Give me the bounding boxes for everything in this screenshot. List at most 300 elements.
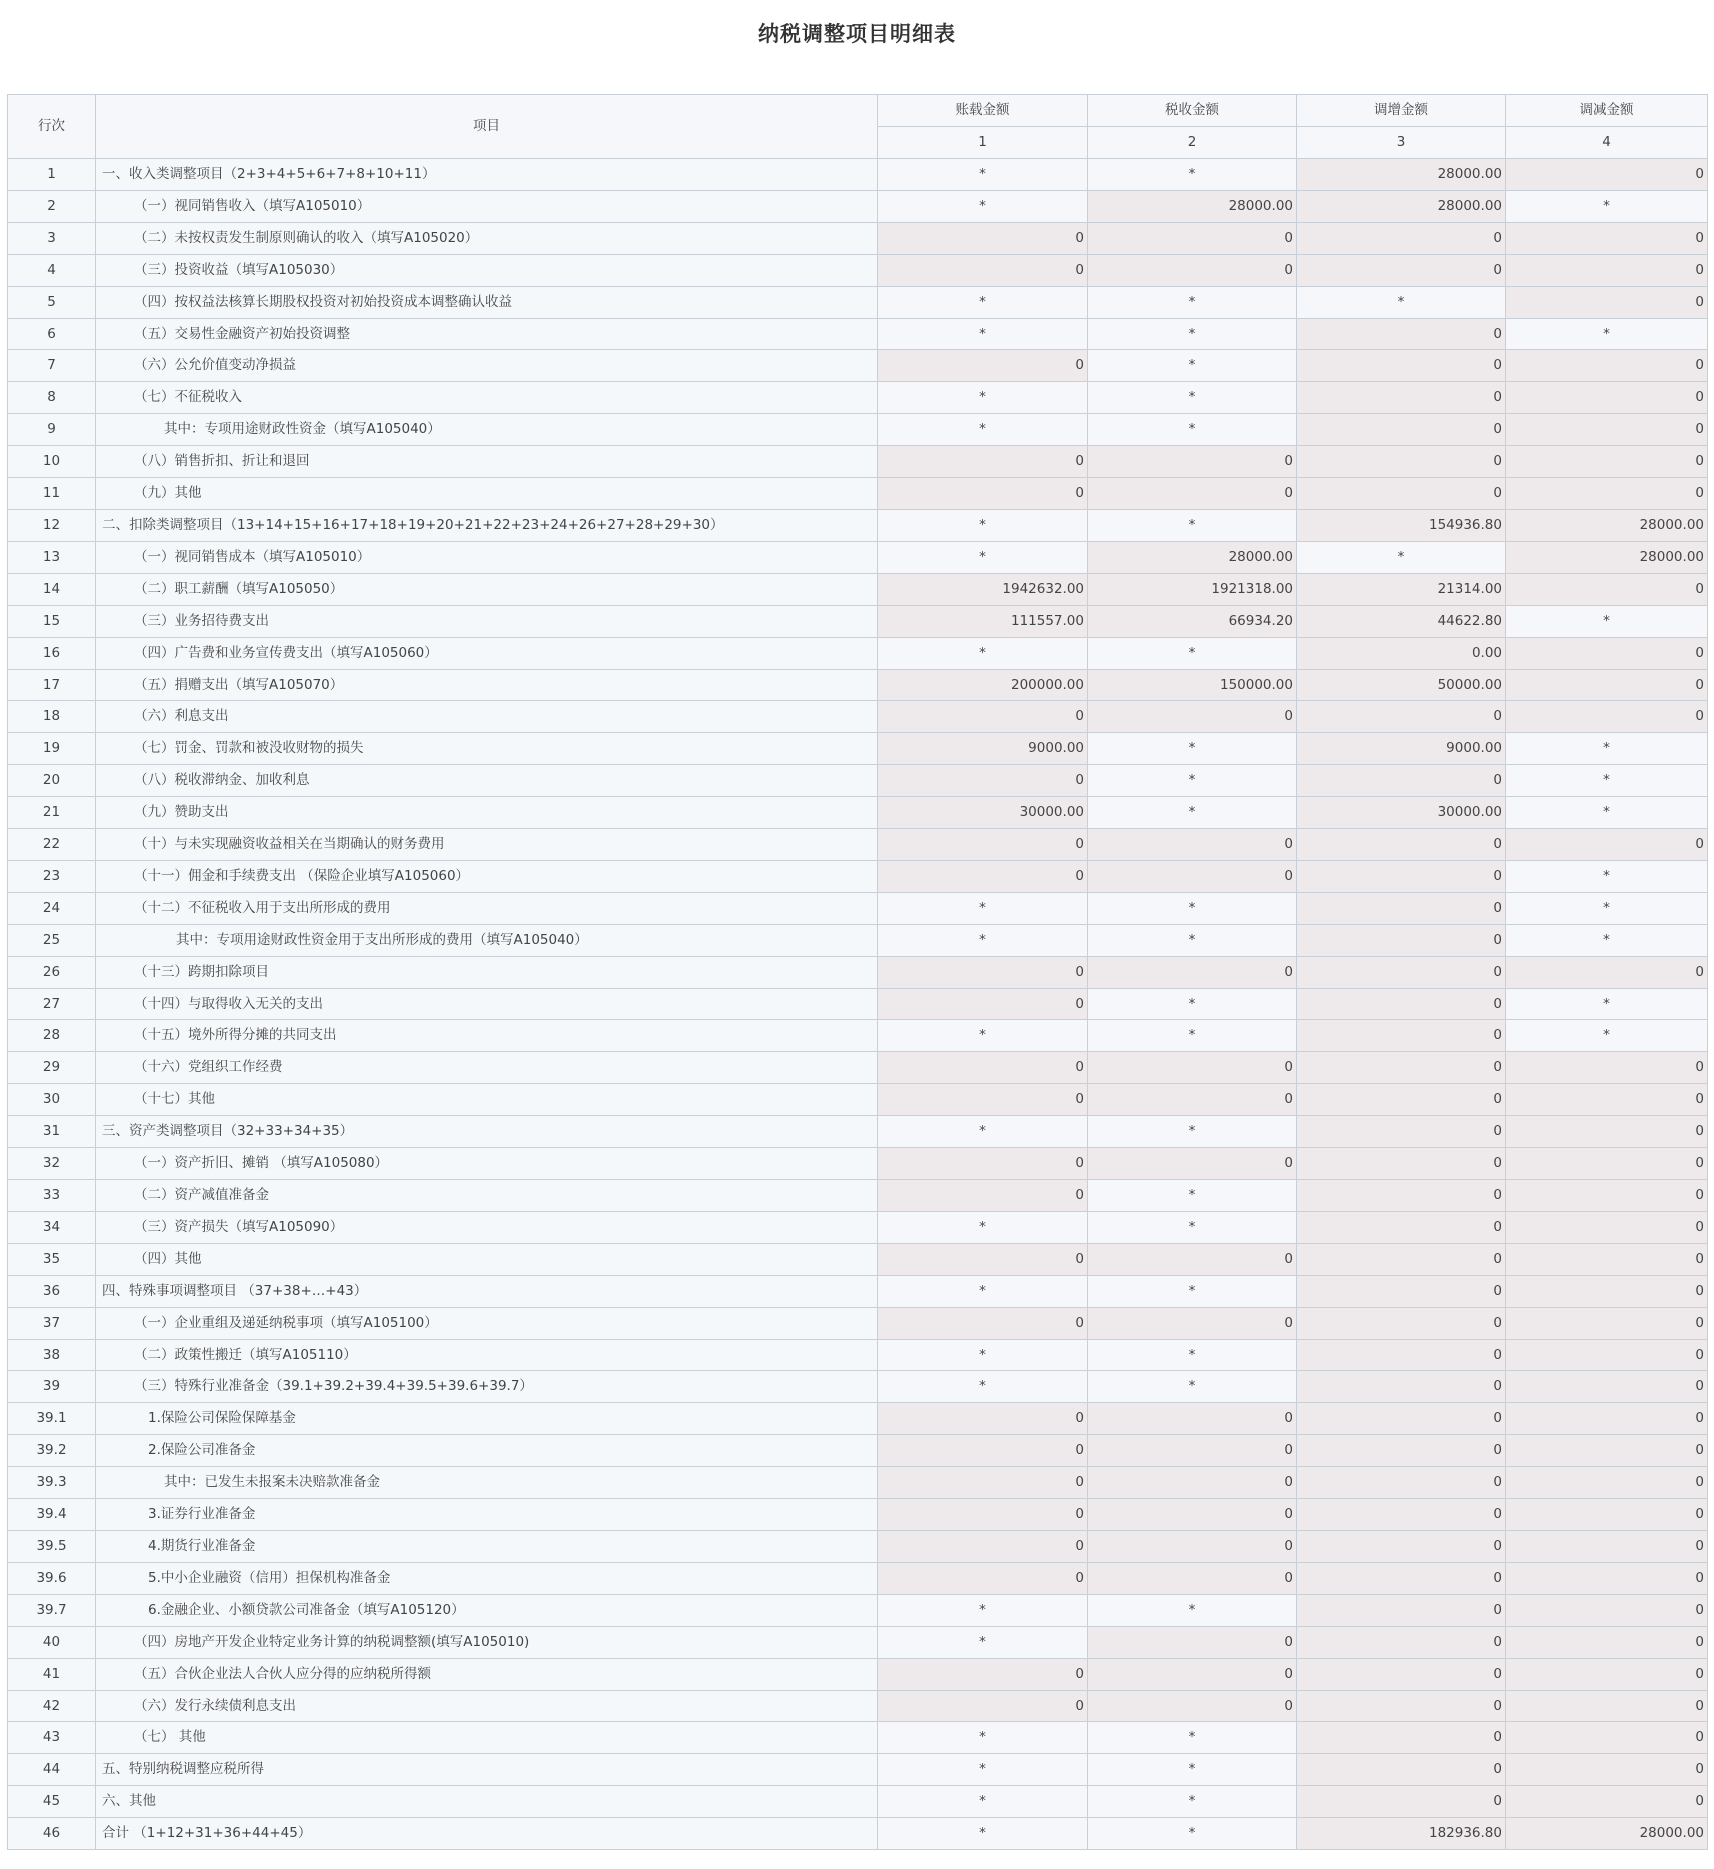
- header-increase-amount: 调增金额: [1297, 95, 1506, 127]
- cell-increase-amount[interactable]: 0: [1297, 1467, 1506, 1499]
- cell-decrease-amount[interactable]: 0: [1506, 286, 1708, 318]
- cell-tax-amount[interactable]: 1921318.00: [1088, 573, 1297, 605]
- row-line-number: 44: [8, 1754, 96, 1786]
- cell-tax-amount[interactable]: 0: [1088, 446, 1297, 478]
- row-line-number: 32: [8, 1148, 96, 1180]
- row-line-number: 6: [8, 318, 96, 350]
- cell-decrease-amount: *: [1506, 924, 1708, 956]
- cell-decrease-amount: *: [1506, 318, 1708, 350]
- cell-decrease-amount[interactable]: 0: [1506, 1339, 1708, 1371]
- cell-increase-amount[interactable]: 30000.00: [1297, 797, 1506, 829]
- cell-decrease-amount[interactable]: 0: [1506, 1211, 1708, 1243]
- row-line-number: 27: [8, 988, 96, 1020]
- cell-book-amount[interactable]: 0: [878, 956, 1088, 988]
- table-row: [8, 509, 1708, 541]
- cell-tax-amount: *: [1088, 1818, 1297, 1850]
- header-book-amount: 账载金额: [878, 95, 1088, 127]
- table-row: [8, 1243, 1708, 1275]
- cell-tax-amount: *: [1088, 1339, 1297, 1371]
- cell-tax-amount: *: [1088, 350, 1297, 382]
- cell-increase-amount[interactable]: 0: [1297, 1562, 1506, 1594]
- table-row: [8, 765, 1708, 797]
- cell-decrease-amount[interactable]: 0: [1506, 1722, 1708, 1754]
- cell-tax-amount[interactable]: 0: [1088, 1403, 1297, 1435]
- table-row: [8, 1180, 1708, 1212]
- cell-increase-amount[interactable]: 0: [1297, 1722, 1506, 1754]
- table-row: [8, 1626, 1708, 1658]
- cell-book-amount: *: [878, 1594, 1088, 1626]
- cell-increase-amount[interactable]: 0: [1297, 892, 1506, 924]
- cell-decrease-amount[interactable]: 0: [1506, 1275, 1708, 1307]
- table-row: [8, 1562, 1708, 1594]
- cell-increase-amount[interactable]: 0: [1297, 1052, 1506, 1084]
- cell-tax-amount[interactable]: 0: [1088, 1562, 1297, 1594]
- row-line-number: 22: [8, 829, 96, 861]
- cell-tax-amount[interactable]: 0: [1088, 829, 1297, 861]
- row-item-label: （七）不征税收入: [96, 382, 878, 414]
- cell-increase-amount[interactable]: 0: [1297, 860, 1506, 892]
- cell-book-amount[interactable]: 0: [878, 1148, 1088, 1180]
- cell-increase-amount[interactable]: 0: [1297, 1403, 1506, 1435]
- cell-book-amount[interactable]: 0: [878, 1467, 1088, 1499]
- cell-tax-amount[interactable]: 0: [1088, 1530, 1297, 1562]
- cell-tax-amount[interactable]: 0: [1088, 1148, 1297, 1180]
- cell-increase-amount[interactable]: 0: [1297, 382, 1506, 414]
- cell-book-amount[interactable]: 0: [878, 1435, 1088, 1467]
- cell-increase-amount: *: [1297, 541, 1506, 573]
- cell-tax-amount[interactable]: 0: [1088, 1626, 1297, 1658]
- cell-decrease-amount[interactable]: 0: [1506, 1052, 1708, 1084]
- cell-increase-amount[interactable]: 0: [1297, 1754, 1506, 1786]
- row-line-number: 10: [8, 446, 96, 478]
- cell-decrease-amount[interactable]: 0: [1506, 1116, 1708, 1148]
- cell-book-amount[interactable]: 0: [878, 1562, 1088, 1594]
- cell-increase-amount[interactable]: 21314.00: [1297, 573, 1506, 605]
- cell-tax-amount: *: [1088, 286, 1297, 318]
- cell-book-amount[interactable]: 111557.00: [878, 605, 1088, 637]
- cell-decrease-amount[interactable]: 0: [1506, 573, 1708, 605]
- row-line-number: 45: [8, 1786, 96, 1818]
- cell-tax-amount: *: [1088, 988, 1297, 1020]
- cell-tax-amount[interactable]: 0: [1088, 1243, 1297, 1275]
- cell-decrease-amount[interactable]: 0: [1506, 829, 1708, 861]
- cell-decrease-amount[interactable]: 0: [1506, 1084, 1708, 1116]
- row-item-label: （三）资产损失（填写A105090）: [96, 1211, 878, 1243]
- cell-book-amount: *: [878, 190, 1088, 222]
- row-item-label: （十五）境外所得分摊的共同支出: [96, 1020, 878, 1052]
- cell-decrease-amount: *: [1506, 988, 1708, 1020]
- cell-book-amount: *: [878, 1211, 1088, 1243]
- cell-decrease-amount[interactable]: 0: [1506, 1371, 1708, 1403]
- cell-increase-amount[interactable]: 0: [1297, 1690, 1506, 1722]
- row-item-label: 3.证券行业准备金: [96, 1499, 878, 1531]
- row-line-number: 39.4: [8, 1499, 96, 1531]
- row-item-label: 2.保险公司准备金: [96, 1435, 878, 1467]
- cell-tax-amount[interactable]: 0: [1088, 956, 1297, 988]
- cell-book-amount: *: [878, 1626, 1088, 1658]
- tax-adjustment-table-container: [7, 94, 1707, 1850]
- cell-tax-amount: *: [1088, 1722, 1297, 1754]
- cell-increase-amount[interactable]: 0: [1297, 414, 1506, 446]
- cell-decrease-amount[interactable]: 0: [1506, 159, 1708, 191]
- cell-tax-amount: *: [1088, 318, 1297, 350]
- cell-decrease-amount[interactable]: 0: [1506, 1499, 1708, 1531]
- table-row: [8, 956, 1708, 988]
- cell-increase-amount[interactable]: 182936.80: [1297, 1818, 1506, 1850]
- cell-increase-amount[interactable]: 0: [1297, 1275, 1506, 1307]
- cell-tax-amount: *: [1088, 1786, 1297, 1818]
- cell-book-amount[interactable]: 0: [878, 1403, 1088, 1435]
- cell-decrease-amount[interactable]: 0: [1506, 956, 1708, 988]
- cell-decrease-amount[interactable]: 0: [1506, 382, 1708, 414]
- cell-increase-amount[interactable]: 0: [1297, 765, 1506, 797]
- cell-book-amount[interactable]: 0: [878, 1180, 1088, 1212]
- cell-decrease-amount[interactable]: 0: [1506, 1180, 1708, 1212]
- table-row: [8, 1690, 1708, 1722]
- cell-tax-amount[interactable]: 0: [1088, 222, 1297, 254]
- cell-book-amount[interactable]: 0: [878, 478, 1088, 510]
- cell-tax-amount[interactable]: 0: [1088, 1467, 1297, 1499]
- cell-increase-amount[interactable]: 0: [1297, 478, 1506, 510]
- row-line-number: 41: [8, 1658, 96, 1690]
- row-item-label: （六）利息支出: [96, 701, 878, 733]
- cell-decrease-amount[interactable]: 0: [1506, 637, 1708, 669]
- cell-book-amount: *: [878, 924, 1088, 956]
- cell-decrease-amount[interactable]: 0: [1506, 701, 1708, 733]
- table-row: [8, 1594, 1708, 1626]
- row-line-number: 18: [8, 701, 96, 733]
- header-col-number-4: 4: [1506, 127, 1708, 159]
- cell-book-amount[interactable]: 0: [878, 1307, 1088, 1339]
- row-line-number: 37: [8, 1307, 96, 1339]
- cell-tax-amount: *: [1088, 382, 1297, 414]
- table-row: [8, 1275, 1708, 1307]
- cell-tax-amount[interactable]: 66934.20: [1088, 605, 1297, 637]
- row-item-label: （四）其他: [96, 1243, 878, 1275]
- cell-increase-amount[interactable]: 0: [1297, 1020, 1506, 1052]
- cell-increase-amount[interactable]: 0: [1297, 701, 1506, 733]
- cell-decrease-amount[interactable]: 28000.00: [1506, 1818, 1708, 1850]
- row-line-number: 36: [8, 1275, 96, 1307]
- table-row: [8, 1786, 1708, 1818]
- cell-increase-amount[interactable]: 0: [1297, 988, 1506, 1020]
- cell-decrease-amount[interactable]: 0: [1506, 222, 1708, 254]
- row-item-label: （九）其他: [96, 478, 878, 510]
- cell-decrease-amount[interactable]: 0: [1506, 1435, 1708, 1467]
- table-row: [8, 1371, 1708, 1403]
- cell-decrease-amount[interactable]: 0: [1506, 1148, 1708, 1180]
- row-line-number: 42: [8, 1690, 96, 1722]
- cell-increase-amount[interactable]: 0: [1297, 1084, 1506, 1116]
- cell-tax-amount[interactable]: 0: [1088, 478, 1297, 510]
- cell-increase-amount[interactable]: 0: [1297, 1243, 1506, 1275]
- row-line-number: 28: [8, 1020, 96, 1052]
- cell-tax-amount[interactable]: 0: [1088, 1307, 1297, 1339]
- row-line-number: 39.1: [8, 1403, 96, 1435]
- table-row: [8, 1499, 1708, 1531]
- cell-tax-amount[interactable]: 0: [1088, 254, 1297, 286]
- row-item-label: （十三）跨期扣除项目: [96, 956, 878, 988]
- cell-increase-amount[interactable]: 0: [1297, 1371, 1506, 1403]
- cell-increase-amount[interactable]: 0: [1297, 222, 1506, 254]
- cell-book-amount[interactable]: 1942632.00: [878, 573, 1088, 605]
- row-item-label: （八）销售折扣、折让和退回: [96, 446, 878, 478]
- row-line-number: 14: [8, 573, 96, 605]
- cell-book-amount: *: [878, 1754, 1088, 1786]
- row-item-label: （十七）其他: [96, 1084, 878, 1116]
- cell-increase-amount[interactable]: 0: [1297, 350, 1506, 382]
- row-item-label: （十）与未实现融资收益相关在当期确认的财务费用: [96, 829, 878, 861]
- table-row: [8, 541, 1708, 573]
- cell-increase-amount[interactable]: 28000.00: [1297, 190, 1506, 222]
- cell-decrease-amount[interactable]: 0: [1506, 350, 1708, 382]
- cell-tax-amount: *: [1088, 1180, 1297, 1212]
- cell-book-amount: *: [878, 1786, 1088, 1818]
- cell-tax-amount[interactable]: 0: [1088, 860, 1297, 892]
- cell-increase-amount[interactable]: 0: [1297, 254, 1506, 286]
- row-item-label: 三、资产类调整项目（32+33+34+35）: [96, 1116, 878, 1148]
- cell-decrease-amount: *: [1506, 1020, 1708, 1052]
- cell-decrease-amount[interactable]: 0: [1506, 1307, 1708, 1339]
- cell-increase-amount[interactable]: 50000.00: [1297, 669, 1506, 701]
- cell-book-amount[interactable]: 0: [878, 1530, 1088, 1562]
- row-item-label: 四、特殊事项调整项目 （37+38+…+43）: [96, 1275, 878, 1307]
- cell-tax-amount: *: [1088, 924, 1297, 956]
- row-item-label: 4.期货行业准备金: [96, 1530, 878, 1562]
- cell-increase-amount[interactable]: 0: [1297, 1211, 1506, 1243]
- table-row: [8, 669, 1708, 701]
- cell-book-amount: *: [878, 382, 1088, 414]
- cell-decrease-amount[interactable]: 0: [1506, 1626, 1708, 1658]
- cell-book-amount[interactable]: 0: [878, 254, 1088, 286]
- cell-book-amount[interactable]: 200000.00: [878, 669, 1088, 701]
- row-line-number: 39.5: [8, 1530, 96, 1562]
- cell-increase-amount[interactable]: 0: [1297, 1530, 1506, 1562]
- cell-book-amount[interactable]: 0: [878, 829, 1088, 861]
- row-item-label: 5.中小企业融资（信用）担保机构准备金: [96, 1562, 878, 1594]
- cell-book-amount: *: [878, 1722, 1088, 1754]
- cell-decrease-amount[interactable]: 28000.00: [1506, 541, 1708, 573]
- table-row: [8, 382, 1708, 414]
- cell-tax-amount: *: [1088, 159, 1297, 191]
- row-line-number: 1: [8, 159, 96, 191]
- row-item-label: （四）房地产开发企业特定业务计算的纳税调整额(填写A105010): [96, 1626, 878, 1658]
- row-item-label: （十四）与取得收入无关的支出: [96, 988, 878, 1020]
- row-line-number: 46: [8, 1818, 96, 1850]
- table-row: [8, 637, 1708, 669]
- cell-decrease-amount[interactable]: 0: [1506, 1786, 1708, 1818]
- cell-increase-amount[interactable]: 28000.00: [1297, 159, 1506, 191]
- row-item-label: （九）赞助支出: [96, 797, 878, 829]
- cell-book-amount: *: [878, 159, 1088, 191]
- row-line-number: 5: [8, 286, 96, 318]
- cell-tax-amount[interactable]: 0: [1088, 1499, 1297, 1531]
- cell-decrease-amount[interactable]: 0: [1506, 254, 1708, 286]
- row-line-number: 34: [8, 1211, 96, 1243]
- cell-book-amount: *: [878, 1818, 1088, 1850]
- row-line-number: 8: [8, 382, 96, 414]
- cell-increase-amount[interactable]: 0: [1297, 1594, 1506, 1626]
- cell-decrease-amount[interactable]: 0: [1506, 1594, 1708, 1626]
- cell-decrease-amount[interactable]: 28000.00: [1506, 509, 1708, 541]
- table-row: [8, 1530, 1708, 1562]
- cell-increase-amount[interactable]: 9000.00: [1297, 733, 1506, 765]
- cell-book-amount[interactable]: 0: [878, 1658, 1088, 1690]
- cell-increase-amount[interactable]: 0: [1297, 1307, 1506, 1339]
- cell-decrease-amount: *: [1506, 797, 1708, 829]
- table-row: [8, 1754, 1708, 1786]
- cell-increase-amount[interactable]: 0: [1297, 446, 1506, 478]
- row-line-number: 30: [8, 1084, 96, 1116]
- cell-book-amount[interactable]: 0: [878, 1499, 1088, 1531]
- header-col-number-3: 3: [1297, 127, 1506, 159]
- row-item-label: 一、收入类调整项目（2+3+4+5+6+7+8+10+11）: [96, 159, 878, 191]
- row-item-label: （六）发行永续债利息支出: [96, 1690, 878, 1722]
- cell-book-amount[interactable]: 0: [878, 1243, 1088, 1275]
- cell-decrease-amount[interactable]: 0: [1506, 1403, 1708, 1435]
- cell-tax-amount[interactable]: 0: [1088, 1052, 1297, 1084]
- row-line-number: 2: [8, 190, 96, 222]
- cell-book-amount[interactable]: 9000.00: [878, 733, 1088, 765]
- cell-decrease-amount: *: [1506, 860, 1708, 892]
- cell-decrease-amount[interactable]: 0: [1506, 1690, 1708, 1722]
- row-item-label: （五）捐赠支出（填写A105070）: [96, 669, 878, 701]
- cell-book-amount: *: [878, 1275, 1088, 1307]
- cell-decrease-amount[interactable]: 0: [1506, 1467, 1708, 1499]
- row-line-number: 39.3: [8, 1467, 96, 1499]
- cell-tax-amount: *: [1088, 1594, 1297, 1626]
- cell-increase-amount[interactable]: 0: [1297, 1180, 1506, 1212]
- cell-book-amount[interactable]: 0: [878, 446, 1088, 478]
- cell-increase-amount[interactable]: 0: [1297, 1786, 1506, 1818]
- row-line-number: 4: [8, 254, 96, 286]
- cell-decrease-amount[interactable]: 0: [1506, 414, 1708, 446]
- cell-book-amount[interactable]: 0: [878, 1084, 1088, 1116]
- row-item-label: （十六）党组织工作经费: [96, 1052, 878, 1084]
- cell-decrease-amount[interactable]: 0: [1506, 1658, 1708, 1690]
- row-line-number: 7: [8, 350, 96, 382]
- table-row: [8, 829, 1708, 861]
- cell-tax-amount[interactable]: 0: [1088, 1658, 1297, 1690]
- cell-book-amount[interactable]: 0: [878, 1052, 1088, 1084]
- cell-tax-amount[interactable]: 0: [1088, 1690, 1297, 1722]
- row-item-label: （二）政策性搬迁（填写A105110）: [96, 1339, 878, 1371]
- table-row: [8, 1403, 1708, 1435]
- row-line-number: 17: [8, 669, 96, 701]
- tax-adjustment-table: [7, 94, 1708, 1850]
- cell-book-amount[interactable]: 0: [878, 350, 1088, 382]
- cell-book-amount[interactable]: 0: [878, 222, 1088, 254]
- cell-increase-amount[interactable]: 0: [1297, 924, 1506, 956]
- cell-increase-amount[interactable]: 0: [1297, 1658, 1506, 1690]
- header-decrease-amount: 调减金额: [1506, 95, 1708, 127]
- row-line-number: 29: [8, 1052, 96, 1084]
- table-row: [8, 190, 1708, 222]
- row-line-number: 21: [8, 797, 96, 829]
- cell-decrease-amount[interactable]: 0: [1506, 446, 1708, 478]
- cell-increase-amount[interactable]: 0: [1297, 829, 1506, 861]
- row-item-label: 其中：专项用途财政性资金用于支出所形成的费用（填写A105040）: [96, 924, 878, 956]
- table-row: [8, 254, 1708, 286]
- cell-tax-amount: *: [1088, 1275, 1297, 1307]
- cell-decrease-amount[interactable]: 0: [1506, 669, 1708, 701]
- cell-decrease-amount[interactable]: 0: [1506, 1562, 1708, 1594]
- cell-tax-amount[interactable]: 150000.00: [1088, 669, 1297, 701]
- table-row: [8, 1116, 1708, 1148]
- row-line-number: 12: [8, 509, 96, 541]
- row-item-label: （三）业务招待费支出: [96, 605, 878, 637]
- cell-decrease-amount[interactable]: 0: [1506, 478, 1708, 510]
- cell-tax-amount[interactable]: 0: [1088, 701, 1297, 733]
- cell-decrease-amount[interactable]: 0: [1506, 1530, 1708, 1562]
- table-row: [8, 860, 1708, 892]
- cell-book-amount: *: [878, 541, 1088, 573]
- cell-increase-amount[interactable]: 0: [1297, 1148, 1506, 1180]
- table-row: [8, 1211, 1708, 1243]
- cell-increase-amount[interactable]: 0: [1297, 1116, 1506, 1148]
- cell-increase-amount[interactable]: 0: [1297, 1339, 1506, 1371]
- table-row: [8, 1722, 1708, 1754]
- row-item-label: 1.保险公司保险保障基金: [96, 1403, 878, 1435]
- cell-book-amount[interactable]: 0: [878, 1690, 1088, 1722]
- cell-tax-amount: *: [1088, 1116, 1297, 1148]
- row-line-number: 39.7: [8, 1594, 96, 1626]
- cell-decrease-amount: *: [1506, 765, 1708, 797]
- table-row: [8, 1467, 1708, 1499]
- row-line-number: 26: [8, 956, 96, 988]
- page-title: 纳税调整项目明细表: [758, 22, 956, 46]
- cell-decrease-amount: *: [1506, 733, 1708, 765]
- cell-book-amount[interactable]: 0: [878, 860, 1088, 892]
- cell-tax-amount: *: [1088, 733, 1297, 765]
- row-item-label: （二）未按权责发生制原则确认的收入（填写A105020）: [96, 222, 878, 254]
- header-line-number: 行次: [8, 95, 96, 159]
- cell-book-amount[interactable]: 0: [878, 765, 1088, 797]
- cell-decrease-amount[interactable]: 0: [1506, 1243, 1708, 1275]
- cell-increase-amount[interactable]: 0: [1297, 956, 1506, 988]
- row-item-label: 其中：专项用途财政性资金（填写A105040）: [96, 414, 878, 446]
- table-row: [8, 1435, 1708, 1467]
- cell-tax-amount[interactable]: 28000.00: [1088, 190, 1297, 222]
- cell-book-amount: *: [878, 1371, 1088, 1403]
- row-line-number: 33: [8, 1180, 96, 1212]
- cell-tax-amount[interactable]: 0: [1088, 1084, 1297, 1116]
- cell-increase-amount[interactable]: 0: [1297, 1499, 1506, 1531]
- cell-book-amount[interactable]: 0: [878, 988, 1088, 1020]
- row-line-number: 25: [8, 924, 96, 956]
- row-line-number: 43: [8, 1722, 96, 1754]
- cell-book-amount[interactable]: 30000.00: [878, 797, 1088, 829]
- cell-increase-amount[interactable]: 0: [1297, 1435, 1506, 1467]
- cell-increase-amount[interactable]: 0: [1297, 1626, 1506, 1658]
- cell-increase-amount[interactable]: 44622.80: [1297, 605, 1506, 637]
- cell-increase-amount[interactable]: 0: [1297, 318, 1506, 350]
- cell-book-amount[interactable]: 0: [878, 701, 1088, 733]
- cell-tax-amount[interactable]: 0: [1088, 1435, 1297, 1467]
- cell-decrease-amount: *: [1506, 190, 1708, 222]
- row-item-label: （十二）不征税收入用于支出所形成的费用: [96, 892, 878, 924]
- table-header: [8, 95, 1708, 159]
- cell-decrease-amount[interactable]: 0: [1506, 1754, 1708, 1786]
- cell-increase-amount[interactable]: 0.00: [1297, 637, 1506, 669]
- table-body: [8, 159, 1708, 1850]
- cell-tax-amount[interactable]: 28000.00: [1088, 541, 1297, 573]
- row-item-label: （四）广告费和业务宣传费支出（填写A105060）: [96, 637, 878, 669]
- row-line-number: 9: [8, 414, 96, 446]
- cell-increase-amount[interactable]: 154936.80: [1297, 509, 1506, 541]
- table-row: [8, 573, 1708, 605]
- cell-tax-amount: *: [1088, 637, 1297, 669]
